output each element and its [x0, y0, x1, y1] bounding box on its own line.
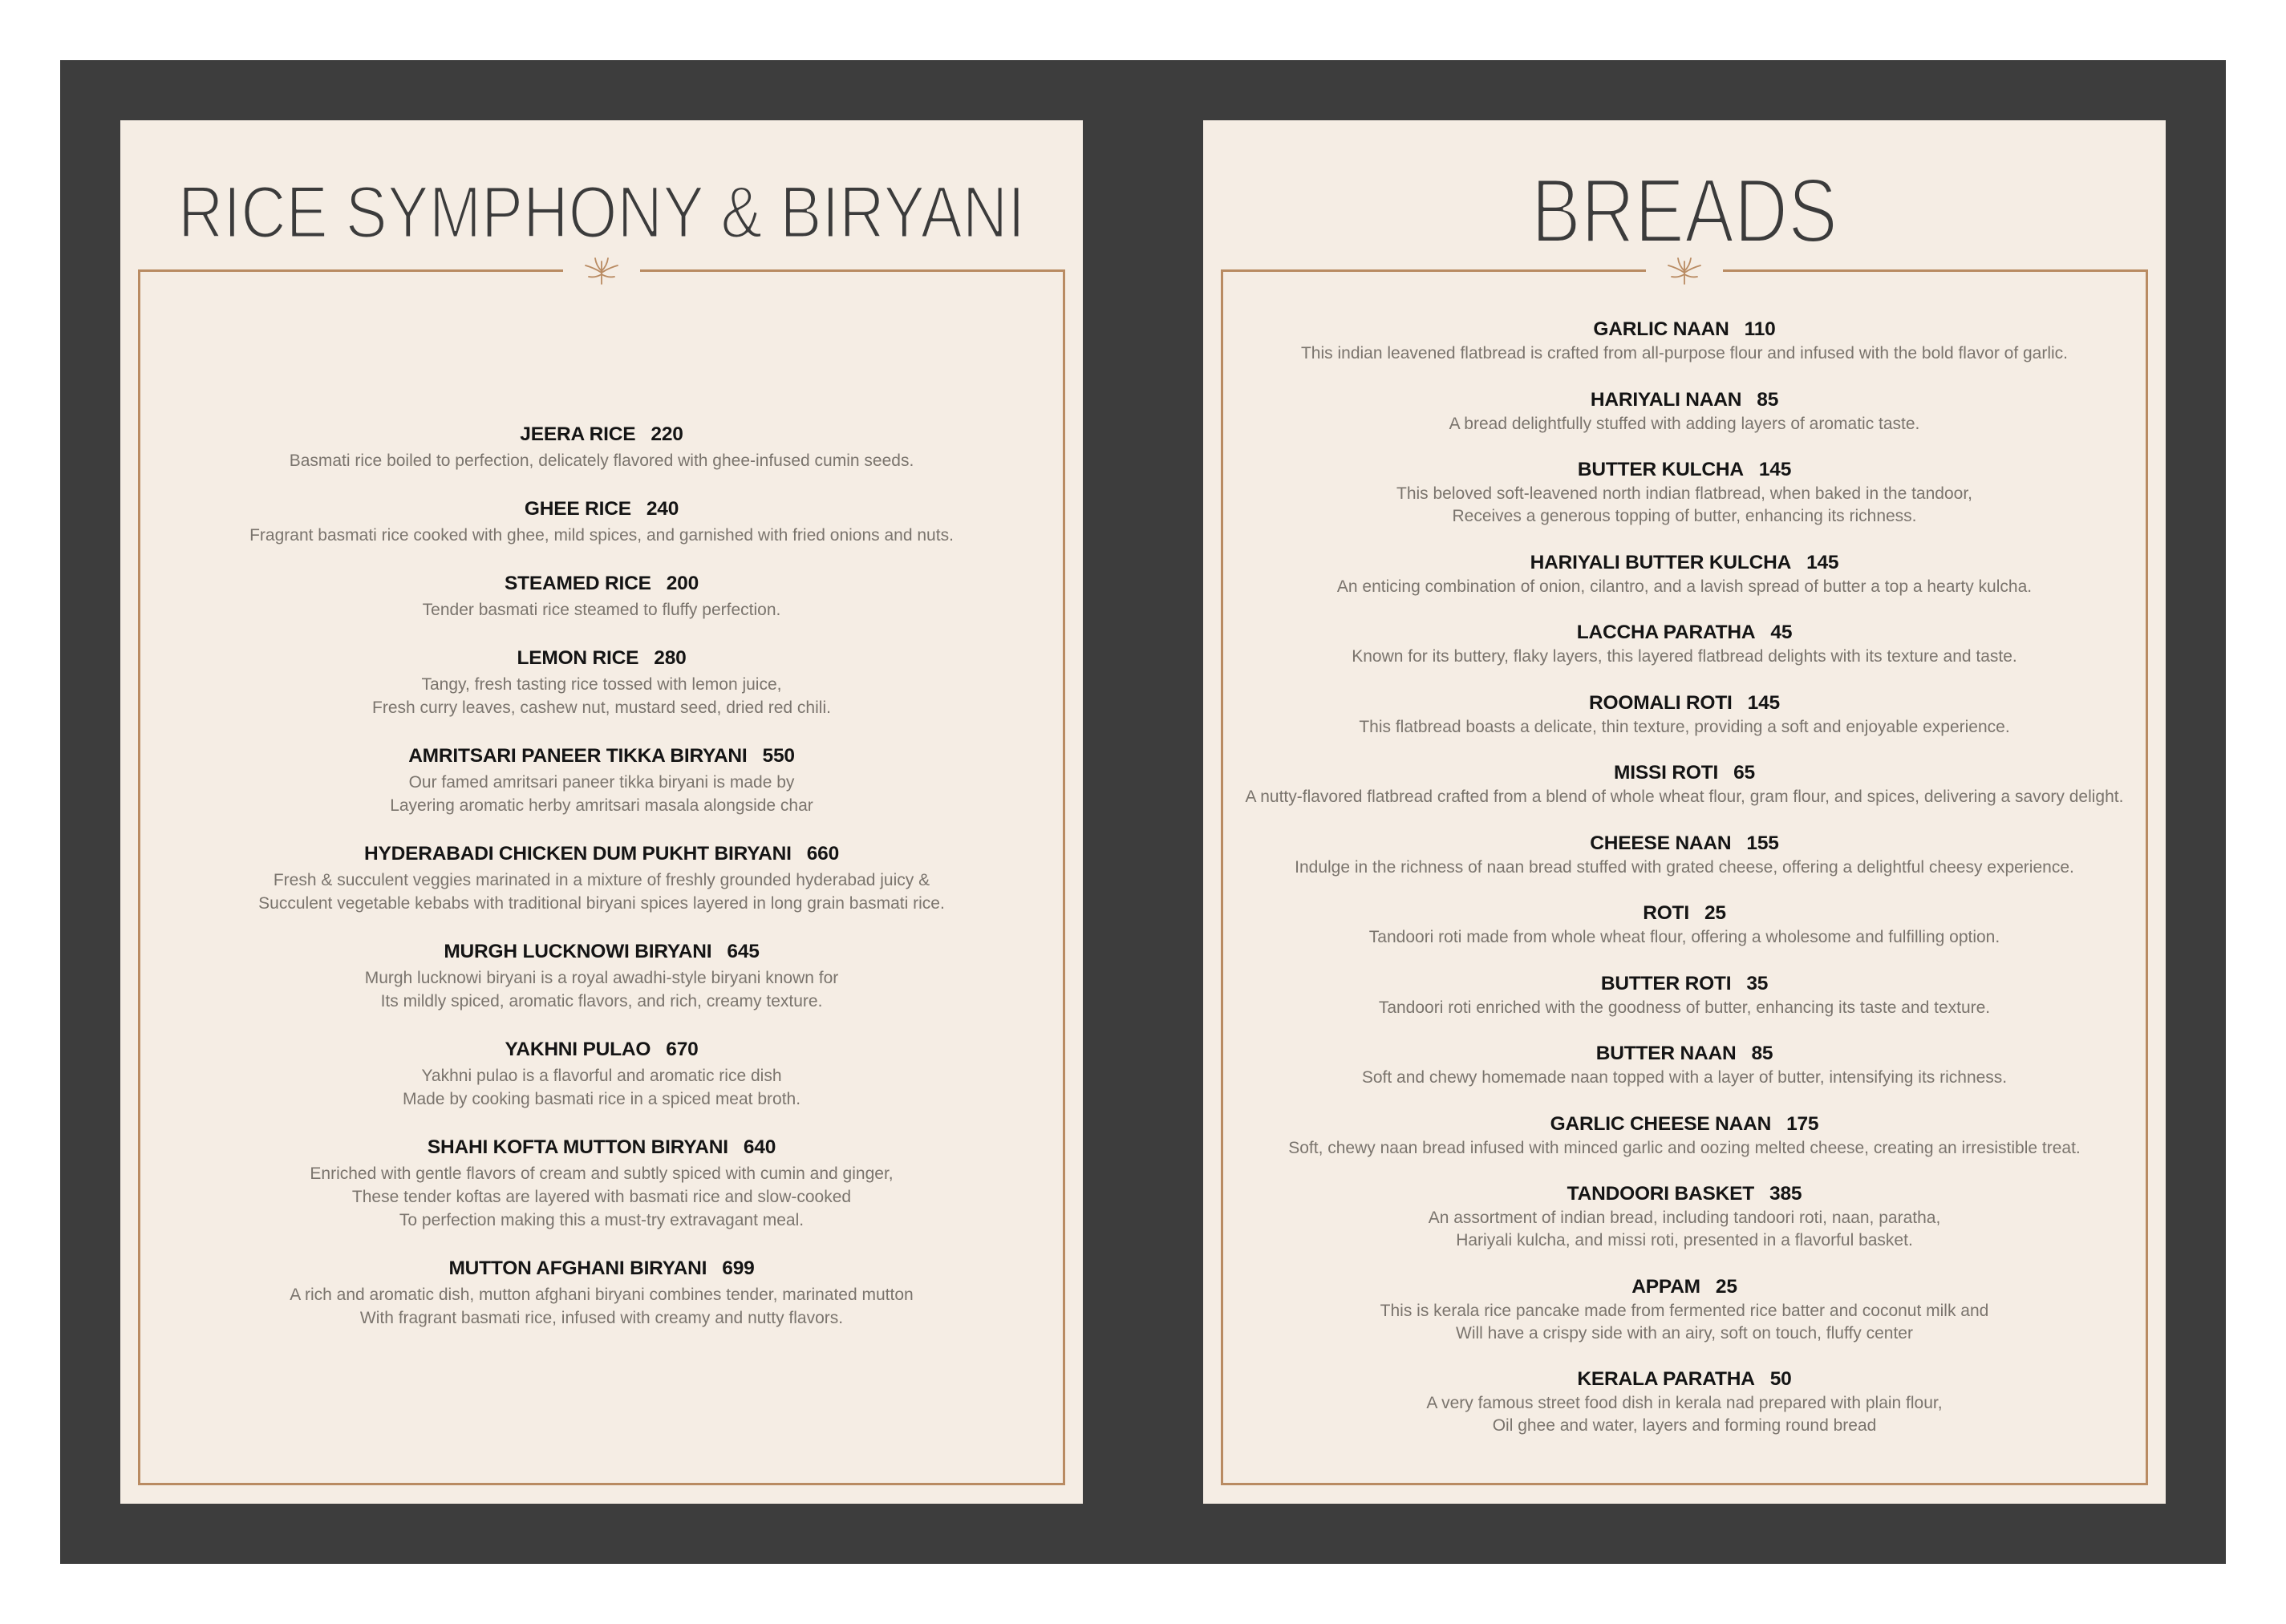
menu-item-description: Tender basmati rice steamed to fluffy perfection.	[422, 601, 781, 619]
menu-item	[1221, 1112, 2148, 1160]
menu-item-description: Fragrant basmati rice cooked with ghee, mild spices, and garnished with fried onions and nuts.	[249, 526, 954, 545]
menu-item-heading	[1221, 387, 2148, 413]
menu-item-description: Our famed amritsari paneer tikka biryani is made by	[408, 773, 795, 792]
menu-item-heading	[138, 1254, 1065, 1283]
menu-item-price: 220	[651, 423, 683, 445]
menu-item-name: MISSI ROTI	[1614, 762, 1719, 784]
menu-item-description: This indian leavened flatbread is crafted from all-purpose flour and infused with the bold flavor of garlic.	[1300, 344, 2069, 362]
menu-item-name: HARIYALI BUTTER KULCHA	[1530, 551, 1792, 573]
menu-item-description: Indulge in the richness of naan bread stuffed with grated cheese, offering a delightful cheesy experience.	[1295, 857, 2074, 877]
menu-item-heading	[1221, 1181, 2148, 1207]
section-title-text: BREADS	[1531, 160, 1838, 262]
menu-item-price: 85	[1757, 388, 1779, 411]
menu-item-name: MURGH LUCKNOWI BIRYANI	[444, 941, 712, 962]
menu-item-heading	[1221, 620, 2148, 646]
menu-item	[138, 742, 1065, 817]
menu-item-price: 385	[1769, 1183, 1802, 1205]
menu-item-list	[138, 420, 1065, 1352]
menu-item	[138, 938, 1065, 1013]
menu-item-name: BUTTER NAAN	[1595, 1043, 1737, 1064]
menu-item-price: 240	[646, 498, 679, 520]
menu-item-description: Tangy, fresh tasting rice tossed with lemon juice,	[421, 675, 782, 694]
menu-item-description: Will have a crispy side with an airy, soft on touch, fluffy center	[1456, 1323, 1913, 1343]
breads-panel	[1203, 120, 2166, 1504]
menu-item-name: HYDERABADI CHICKEN DUM PUKHT BIRYANI	[363, 843, 792, 865]
menu-item	[138, 644, 1065, 719]
menu-item-description: Hariyali kulcha, and missi roti, presented in a flavorful basket.	[1456, 1231, 1913, 1249]
menu-item-price: 155	[1746, 832, 1779, 854]
menu-item-heading	[1221, 971, 2148, 997]
menu-item-heading	[138, 569, 1065, 598]
menu-item-description: To perfection making this a must-try extravagant meal.	[399, 1211, 805, 1229]
menu-item	[1221, 620, 2148, 668]
menu-item-name: SHAHI KOFTA MUTTON BIRYANI	[427, 1136, 728, 1158]
menu-item-description: These tender koftas are layered with basmati rice and slow-cooked	[351, 1188, 852, 1206]
menu-item-name: ROTI	[1643, 902, 1689, 924]
menu-item-description: Soft, chewy naan bread infused with minced garlic and oozing melted cheese, creating an irresistible treat.	[1288, 1138, 2081, 1157]
menu-item-name: BUTTER ROTI	[1600, 972, 1732, 994]
menu-item-heading	[1221, 317, 2148, 342]
menu-item	[1221, 691, 2148, 739]
menu-item-description: This is kerala rice pancake made from fermented rice batter and coconut milk and	[1380, 1301, 1989, 1320]
menu-item-price: 645	[727, 941, 760, 962]
menu-item-price: 50	[1769, 1368, 1792, 1390]
menu-item-name: YAKHNI PULAO	[505, 1039, 651, 1060]
menu-item-price: 660	[806, 843, 839, 865]
menu-item-name: LEMON RICE	[517, 647, 639, 669]
menu-item-heading	[138, 1035, 1065, 1064]
menu-item-price: 145	[1806, 551, 1839, 573]
menu-item-name: CHEESE NAAN	[1590, 832, 1732, 854]
menu-item	[138, 1133, 1065, 1232]
menu-item	[1221, 760, 2148, 808]
wheat-ornament-icon	[576, 255, 627, 287]
menu-item-heading	[1221, 1112, 2148, 1137]
menu-item-name: STEAMED RICE	[504, 573, 651, 594]
menu-item-price: 25	[1715, 1275, 1737, 1298]
menu-item-description: Made by cooking basmati rice in a spiced meat broth.	[402, 1090, 801, 1108]
menu-item	[138, 420, 1065, 472]
menu-item-price: 145	[1758, 459, 1792, 480]
section-title	[120, 120, 1083, 273]
menu-item-price: 35	[1746, 972, 1769, 994]
menu-item-description: A nutty-flavored flatbread crafted from a blend of whole wheat flour, gram flour, and spices, delivering a savory delight.	[1245, 788, 2124, 806]
menu-item-heading	[1221, 1041, 2148, 1067]
menu-item-description: A rich and aromatic dish, mutton afghani biryani combines tender, marinated mutton	[290, 1286, 914, 1304]
menu-item	[1221, 457, 2148, 528]
menu-item-description: Tandoori roti made from whole wheat flour, offering a wholesome and fulfilling option.	[1368, 928, 2000, 946]
rice-biryani-panel	[120, 120, 1083, 1504]
menu-item-price: 110	[1744, 318, 1776, 340]
menu-item-price: 145	[1747, 691, 1780, 714]
menu-item	[1221, 550, 2148, 598]
menu-item-price: 280	[654, 647, 687, 669]
menu-item-description: A very famous street food dish in kerala nad prepared with plain flour,	[1426, 1394, 1943, 1412]
menu-item-heading	[138, 840, 1065, 869]
menu-item-description: Yakhni pulao is a flavorful and aromatic rice dish	[421, 1067, 782, 1085]
frame-top-rule-left	[138, 269, 563, 272]
menu-item-heading	[138, 938, 1065, 966]
menu-item	[138, 569, 1065, 622]
menu-item	[138, 840, 1065, 915]
menu-item	[1221, 1274, 2148, 1345]
menu-item-price: 85	[1751, 1043, 1773, 1064]
menu-item-price: 25	[1704, 902, 1726, 924]
menu-item-description: An assortment of indian bread, including tandoori roti, naan, paratha,	[1428, 1209, 1941, 1227]
menu-item-description: This beloved soft-leavened north indian flatbread, when baked in the tandoor,	[1396, 484, 1972, 503]
menu-item-name: GARLIC CHEESE NAAN	[1550, 1112, 1772, 1135]
menu-item-name: GHEE RICE	[524, 498, 631, 520]
menu-item	[1221, 387, 2148, 435]
menu-item-description: Enriched with gentle flavors of cream and subtly spiced with cumin and ginger,	[310, 1164, 894, 1183]
menu-item	[1221, 831, 2148, 879]
menu-item-heading	[1221, 831, 2148, 857]
menu-item-name: AMRITSARI PANEER TIKKA BIRYANI	[408, 745, 748, 767]
menu-item-name: LACCHA PARATHA	[1576, 622, 1756, 643]
menu-item-name: KERALA PARATHA	[1577, 1368, 1755, 1390]
menu-item-price: 670	[666, 1039, 699, 1060]
menu-item-description: Layering aromatic herby amritsari masala alongside char	[390, 796, 813, 815]
menu-item-heading	[1221, 1274, 2148, 1300]
menu-item-heading	[1221, 691, 2148, 716]
menu-item-price: 200	[666, 573, 699, 594]
section-title-text: RICE SYMPHONY & BIRYANI	[178, 172, 1025, 253]
menu-item	[1221, 317, 2148, 365]
menu-item-name: APPAM	[1631, 1275, 1700, 1298]
menu-item	[138, 1035, 1065, 1111]
menu-item-description: Fresh & succulent veggies marinated in a mixture of freshly grounded hyderabad juicy &	[273, 871, 930, 889]
menu-item	[1221, 901, 2148, 949]
menu-item-name: GARLIC NAAN	[1593, 318, 1729, 340]
menu-item-price: 65	[1733, 762, 1755, 784]
menu-item-description: A bread delightfully stuffed with adding layers of aromatic taste.	[1449, 414, 1920, 433]
menu-board	[60, 60, 2226, 1564]
menu-item-heading	[1221, 457, 2148, 483]
menu-item-description: An enticing combination of onion, cilantro, and a lavish spread of butter a top a hearty kulcha.	[1336, 577, 2033, 596]
menu-item-price: 175	[1786, 1112, 1819, 1135]
menu-item-description: This flatbread boasts a delicate, thin texture, providing a soft and enjoyable experience.	[1359, 717, 2010, 736]
menu-item-price: 550	[762, 745, 795, 767]
menu-item-heading	[1221, 901, 2148, 926]
menu-item-name: TANDOORI BASKET	[1567, 1183, 1755, 1205]
menu-item-name: HARIYALI NAAN	[1590, 388, 1742, 411]
menu-item-description: Receives a generous topping of butter, enhancing its richness.	[1452, 507, 1917, 525]
menu-item-price: 699	[722, 1257, 755, 1279]
menu-item	[138, 495, 1065, 547]
menu-item-description: Tandoori roti enriched with the goodness of butter, enhancing its taste and texture.	[1378, 998, 1991, 1017]
menu-item-description: With fragrant basmati rice, infused with creamy and nutty flavors.	[359, 1309, 844, 1327]
menu-item-heading	[138, 644, 1065, 673]
section-title	[1203, 120, 2166, 273]
menu-item	[1221, 1181, 2148, 1252]
menu-item-description: Fresh curry leaves, cashew nut, mustard seed, dried red chili.	[372, 699, 831, 717]
menu-item-name: ROOMALI ROTI	[1589, 691, 1733, 714]
menu-item-description: Known for its buttery, flaky layers, this layered flatbread delights with its texture and taste.	[1352, 647, 2017, 666]
menu-item-heading	[1221, 760, 2148, 786]
menu-item-name: MUTTON AFGHANI BIRYANI	[448, 1257, 707, 1279]
menu-item-price: 640	[743, 1136, 776, 1158]
menu-item-heading	[138, 420, 1065, 449]
menu-item	[1221, 1367, 2148, 1437]
wheat-ornament-icon	[1659, 255, 1710, 287]
menu-item	[1221, 971, 2148, 1019]
menu-item	[138, 1254, 1065, 1330]
frame-top-rule-right	[640, 269, 1065, 272]
menu-item-description: Its mildly spiced, aromatic flavors, and rich, creamy texture.	[380, 992, 823, 1010]
menu-item-heading	[1221, 550, 2148, 576]
menu-item-heading	[138, 495, 1065, 524]
menu-item-description: Murgh lucknowi biryani is a royal awadhi-style biryani known for	[364, 969, 839, 987]
menu-item-description: Succulent vegetable kebabs with traditional biryani spices layered in long grain basmati rice.	[258, 894, 945, 913]
menu-item-heading	[138, 1133, 1065, 1162]
menu-item-heading	[138, 742, 1065, 771]
menu-item-name: BUTTER KULCHA	[1577, 459, 1744, 480]
menu-item-description: Basmati rice boiled to perfection, delicately flavored with ghee-infused cumin seeds.	[289, 452, 914, 470]
menu-item-price: 45	[1770, 622, 1793, 643]
menu-item-list	[1221, 317, 2148, 1460]
menu-item-heading	[1221, 1367, 2148, 1392]
frame-top-rule-left	[1221, 269, 1646, 272]
menu-item	[1221, 1041, 2148, 1089]
menu-item-description: Soft and chewy homemade naan topped with a layer of butter, intensifying its richness.	[1361, 1068, 2008, 1087]
menu-item-description: Oil ghee and water, layers and forming round bread	[1492, 1416, 1877, 1435]
frame-top-rule-right	[1723, 269, 2148, 272]
menu-item-name: JEERA RICE	[520, 423, 636, 445]
